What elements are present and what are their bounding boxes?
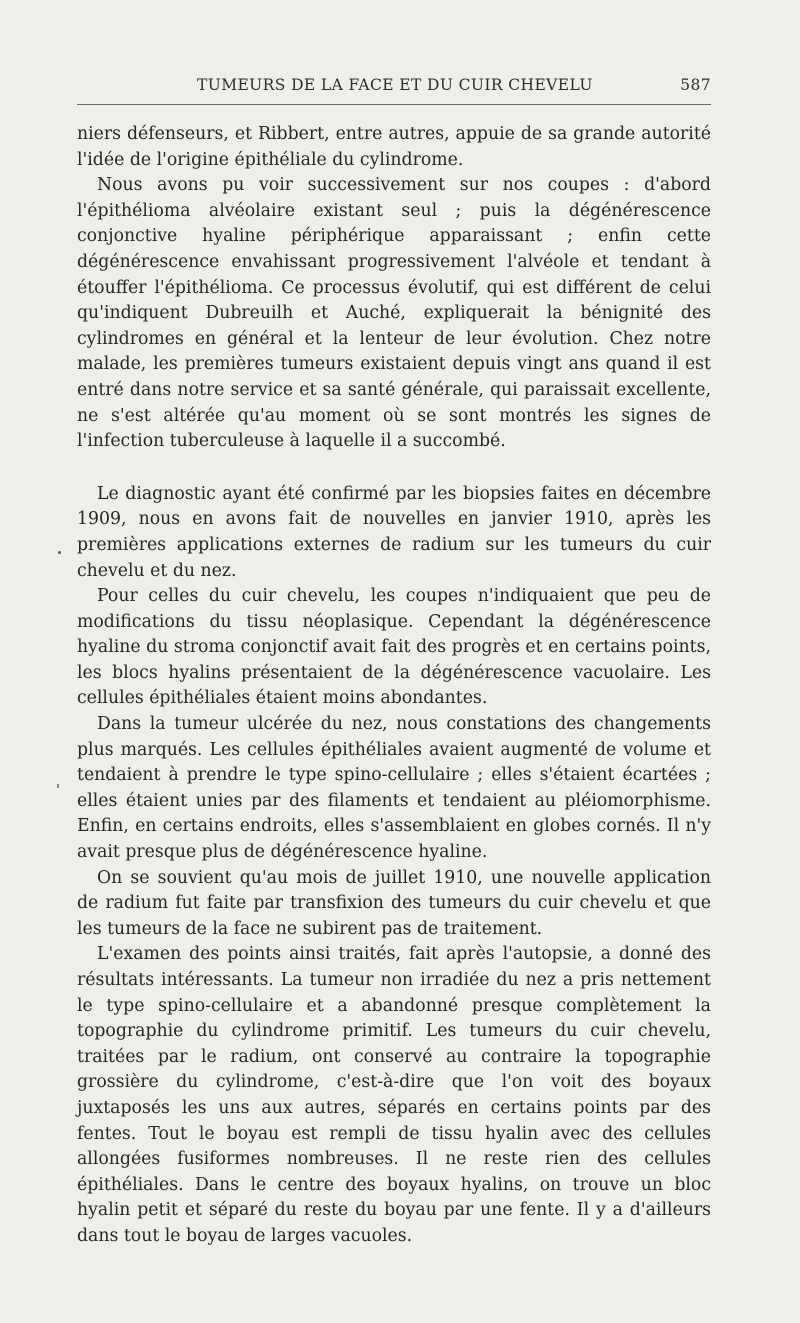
- paragraph: Dans la tumeur ulcérée du nez, nous constations des changements plus marqués. Les cellules épithéliales avaient augmenté de volume et tendaient à prendre le type spino-cellulaire ; elles s'étaient écartées ; elles étaient unies par des filaments et tendaient au pléiomorphisme. Enfin, en certains endroits, elles s'assemblaient en globes cornés. Il n'y avait presque plus de dégénérescence hyaline.: [77, 714, 711, 863]
- body-text: [77, 122, 711, 1250]
- margin-speck: [58, 551, 61, 554]
- running-head: [77, 76, 711, 104]
- running-title: TUMEURS DE LA FACE ET DU CUIR CHEVELU: [197, 76, 593, 94]
- margin-speck: [57, 784, 59, 788]
- paragraph: Nous avons pu voir successivement sur nos coupes : d'abord l'épithélioma alvéolaire existant seul ; puis la dégénérescence conjonctive hyaline périphérique apparaissant ; enfin cette dégénérescence envahissant progressivement l'alvéole et tendant à étouffer l'épithélioma. Ce processus évolutif, qui est différent de celui qu'indiquent Dubreuilh et Auché, expliquerait la bénignité des cylindromes en général et la lenteur de leur évolution. Chez notre malade, les premières tumeurs existaient depuis vingt ans quand il est entré dans notre service et sa santé générale, qui paraissait excellente, ne s'est altérée qu'au moment où se sont montrés les signes de l'infection tuberculeuse à laquelle il a succombé.: [77, 175, 711, 452]
- paragraph: Pour celles du cuir chevelu, les coupes n'indiquaient que peu de modifications du tissu néoplasique. Cependant la dégénérescence hyaline du stroma conjonctif avait fait des progrès et en certains points, les blocs hyalins présentaient de la dégénérescence vacuolaire. Les cellules épithéliales étaient moins abondantes.: [77, 586, 711, 709]
- page-number: 587: [680, 76, 711, 94]
- header-rule: [77, 104, 711, 105]
- paragraph: Le diagnostic ayant été confirmé par les biopsies faites en décembre 1909, nous en avons fait de nouvelles en janvier 1910, après les premières applications externes de radium sur les tumeurs du cuir chevelu et du nez.: [77, 483, 711, 581]
- paragraph: On se souvient qu'au mois de juillet 1910, une nouvelle application de radium fut faite par transfixion des tumeurs du cuir chevelu et que les tumeurs de la face ne subirent pas de traitement.: [77, 867, 711, 939]
- paragraph: L'examen des points ainsi traités, fait après l'autopsie, a donné des résultats intéressants. La tumeur non irradiée du nez a pris nettement le type spino-cellulaire et a abandonné presque complètement la topographie du cylindrome primitif. Les tumeurs du cuir chevelu, traitées par le radium, ont conservé au contraire la topographie grossière du cylindrome, c'est-à-dire que l'on voit des boyaux juxtaposés les uns aux autres, séparés en certains points par des fentes. Tout le boyau est rempli de tissu hyalin avec des cellules allongées fusiformes nombreuses. Il ne reste rien des cellules épithéliales. Dans le centre des boyaux hyalins, on trouve un bloc hyalin petit et séparé du reste du boyau par une fente. Il y a d'ailleurs dans tout le boyau de larges vacuoles.: [77, 944, 711, 1246]
- paragraph-continued: niers défenseurs, et Ribbert, entre autres, appuie de sa grande autorité l'idée de l'origine épithéliale du cylindrome.: [77, 124, 711, 170]
